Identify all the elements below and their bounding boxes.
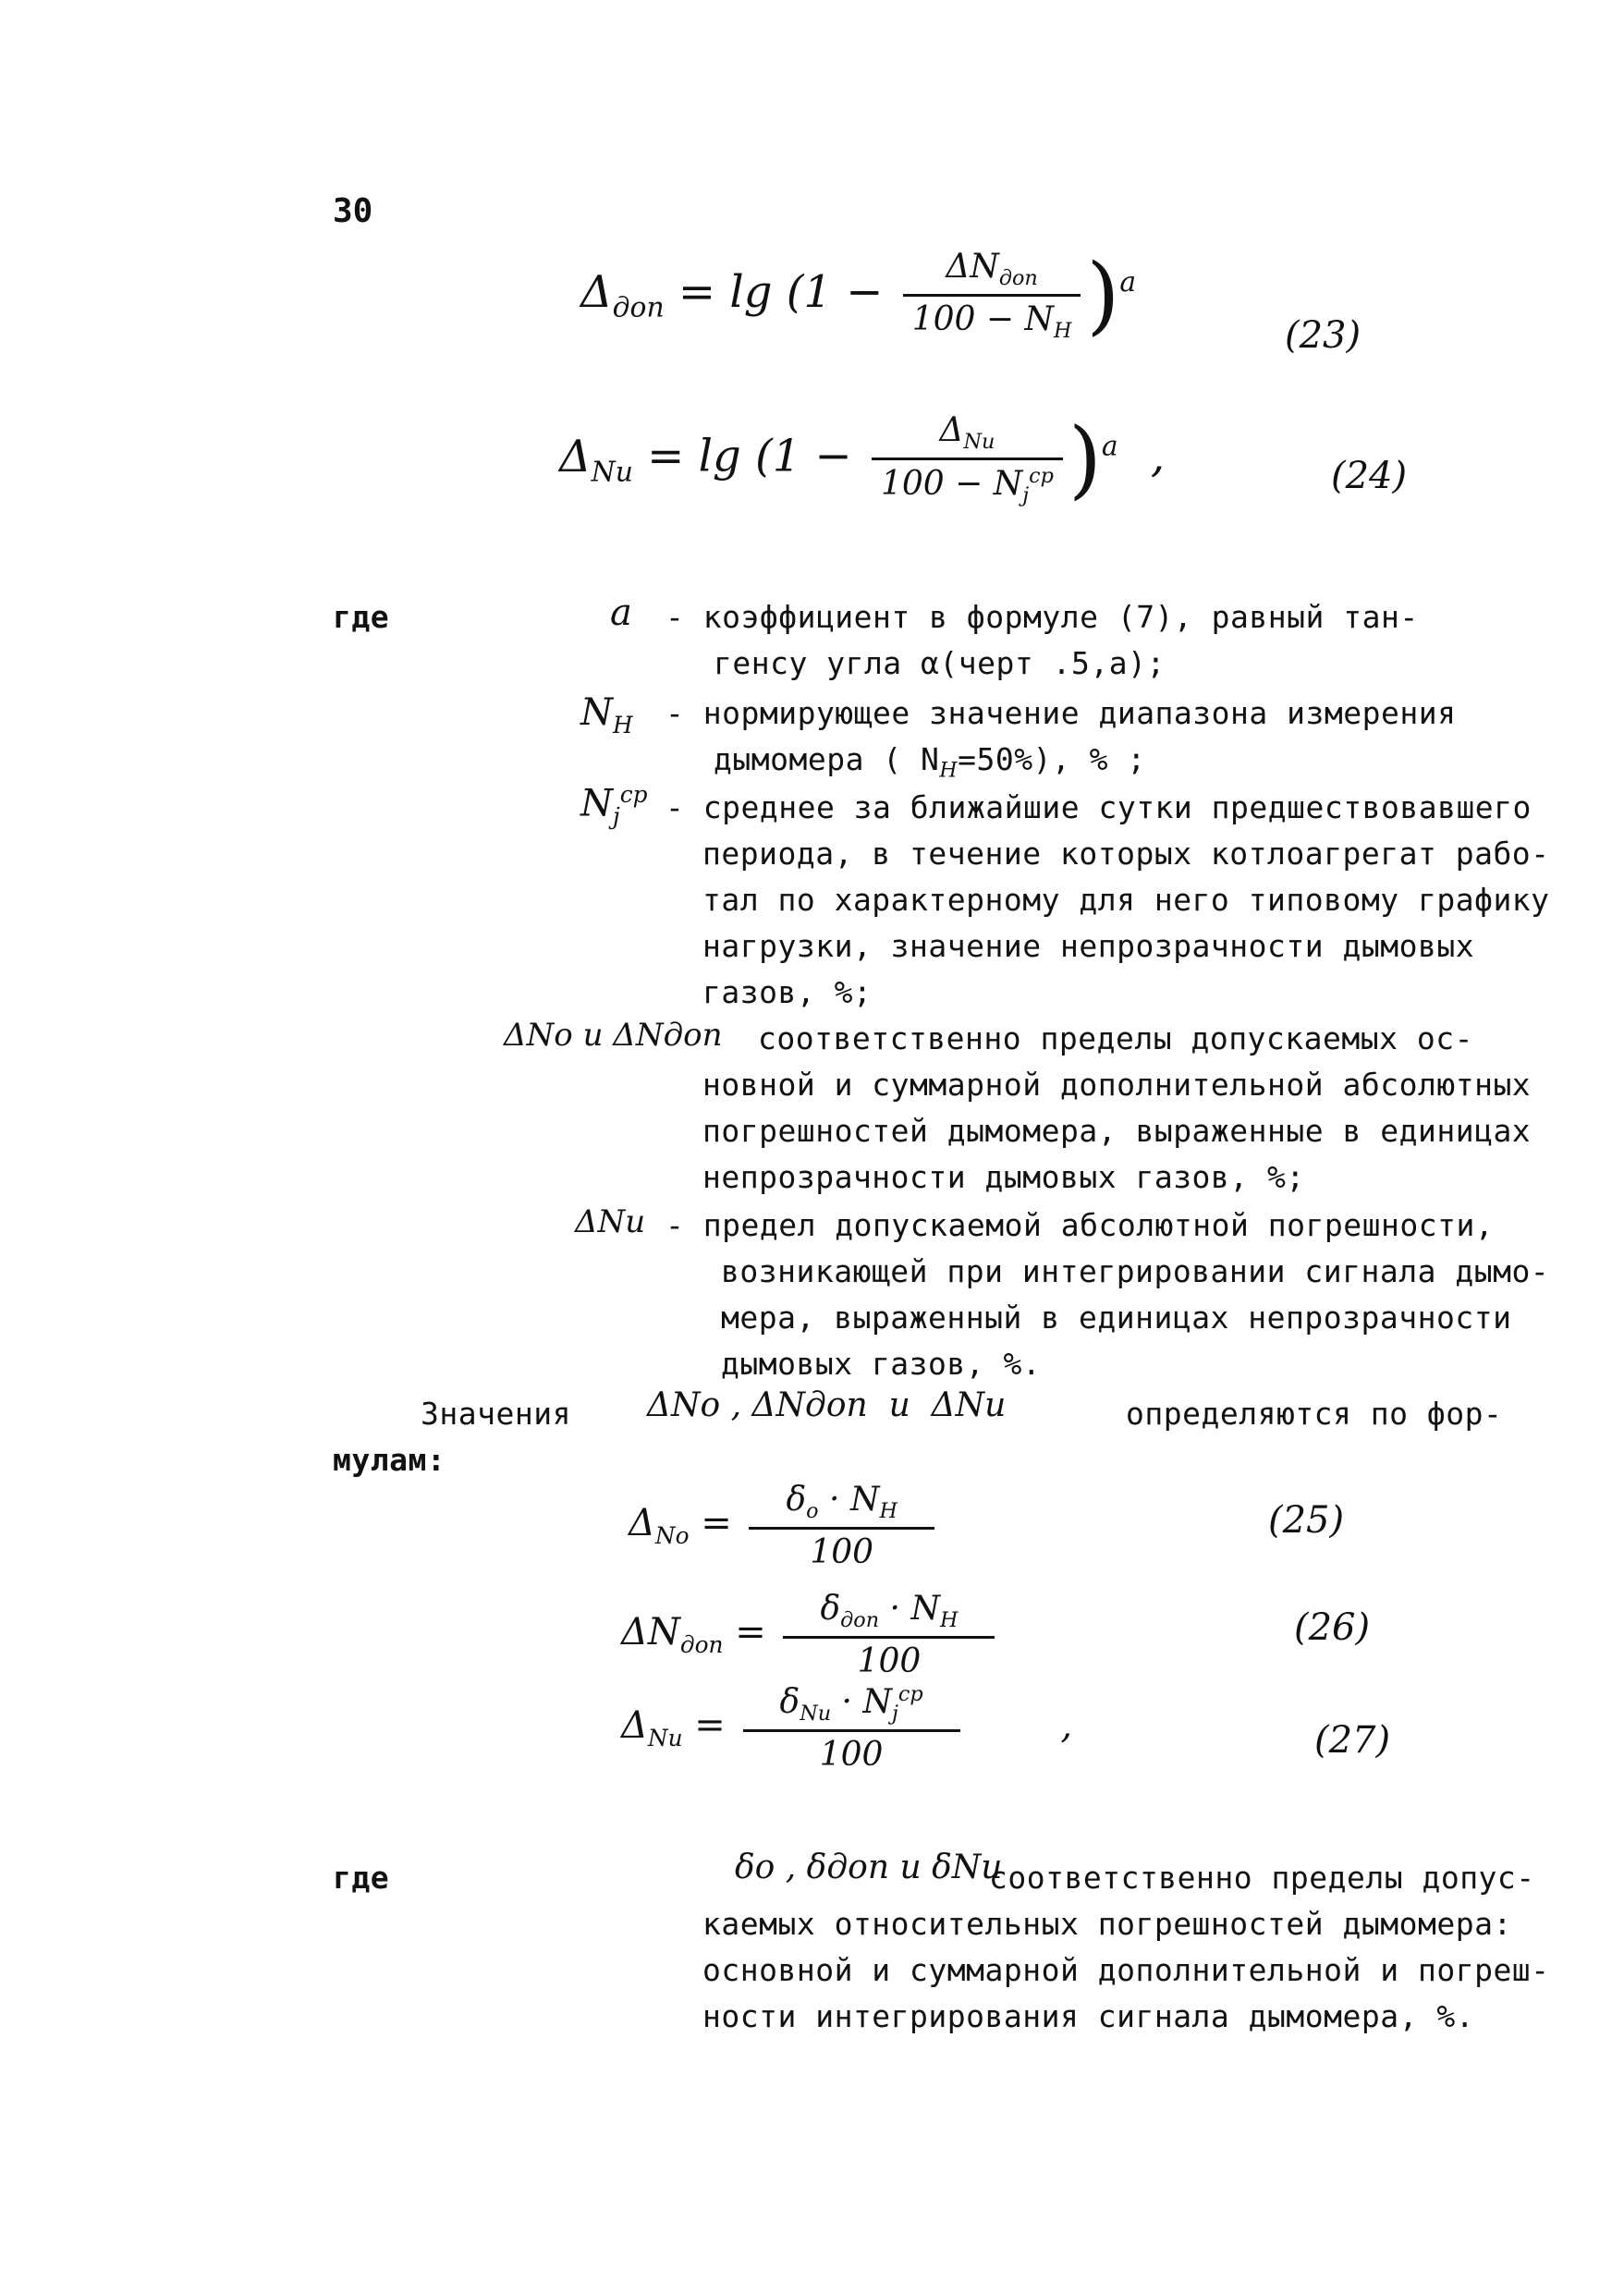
where2-symbols: δo , δдоп и δNи bbox=[735, 1849, 1003, 1886]
formula-23: $\Delta_{доп} = \lg (1$ − $\frac{\Delta N_{доп}}{100 - N_H}$ )$^a$ bbox=[580, 245, 1137, 345]
formula-24-eq: = lg bbox=[647, 430, 741, 482]
formula-27-number: (27) bbox=[1314, 1719, 1391, 1762]
where2-line-2: каемых относительных погрешностей дымомера: bbox=[702, 1906, 1512, 1942]
formula-23-lhs: $\Delta_{доп}$ bbox=[580, 266, 665, 324]
formula-27-numerator: $\delta_{Nи} \cdot N_j^{ср}$ bbox=[779, 1682, 923, 1727]
formula-26-lhs: $\Delta N_{доп}$ bbox=[621, 1611, 724, 1659]
where-symbol-nh: $N_H$ bbox=[580, 691, 633, 738]
page-number: 30 bbox=[333, 192, 373, 230]
formula-23-eq: = lg bbox=[678, 266, 773, 319]
formula-24-comma: , bbox=[1150, 430, 1166, 482]
where-dni-line-1: - предел допускаемой абсолютной погрешности, bbox=[665, 1207, 1495, 1243]
where-label-1: где bbox=[333, 599, 390, 635]
where-nh-line-2: дымомера ( $N_H=50\%$), % ; bbox=[714, 741, 1146, 783]
formula-26-denominator: 100 bbox=[783, 1636, 995, 1680]
formula-25-lhs: $\Delta_{No}$ bbox=[629, 1502, 690, 1550]
formula-24-exponent: a bbox=[1101, 430, 1118, 463]
values-end: определяются по фор- bbox=[1126, 1396, 1503, 1432]
where-nj-line-1: - среднее за ближайшие сутки предшествовавшего bbox=[665, 789, 1532, 825]
where-dno-line-4: непрозрачности дымовых газов, %; bbox=[702, 1159, 1305, 1195]
where-symbol-dni: ΔNи bbox=[575, 1203, 646, 1240]
formula-26-eq: = bbox=[735, 1611, 766, 1654]
formula-25 bbox=[629, 1481, 940, 1571]
formula-23-exponent: a bbox=[1119, 266, 1137, 299]
where2-line-4: ности интегрирования сигнала дымомера, %. bbox=[702, 1998, 1475, 2034]
formula-25-number: (25) bbox=[1268, 1499, 1345, 1542]
where-nj-line-5: газов, %; bbox=[702, 974, 873, 1010]
formula-24-number: (24) bbox=[1331, 455, 1408, 497]
formula-24-lhs: $\Delta_{Nи}$ bbox=[559, 430, 633, 489]
formula-26-fraction bbox=[783, 1590, 995, 1680]
where-nj-line-3: тал по характерному для него типовому графику bbox=[702, 882, 1550, 918]
where-dno-line-1: соответственно пределы допускаемых ос- bbox=[758, 1020, 1473, 1056]
formula-26 bbox=[621, 1590, 1000, 1680]
formula-23-number: (23) bbox=[1285, 314, 1361, 357]
values-start: Значения bbox=[421, 1396, 571, 1432]
formula-23-denominator: $100 - N_H$ bbox=[903, 294, 1081, 343]
formula-25-numerator: $\delta_o \cdot N_H$ bbox=[786, 1481, 897, 1524]
formula-26-numerator: $\delta_{доп} \cdot N_H$ bbox=[820, 1590, 959, 1633]
where-nh-line-1: - нормирующее значение диапазона измерения bbox=[665, 695, 1457, 731]
formula-25-fraction bbox=[749, 1481, 934, 1571]
formula-27-eq: = bbox=[694, 1703, 726, 1747]
where-dno-line-3: погрешностей дымомера, выраженные в единицах bbox=[702, 1113, 1532, 1149]
formula-26-number: (26) bbox=[1294, 1606, 1371, 1649]
where-dno-line-2: новной и суммарной дополнительной абсолютных bbox=[702, 1067, 1532, 1103]
where-a-line-1: - коэффициент в формуле (7), равный тан- bbox=[665, 599, 1419, 635]
formula-24: $\Delta_{Nи} = \lg (1$ − $\frac{\Delta_{Nи}}{100 - N_j^{ср}}$ )$^a$ , bbox=[559, 409, 1166, 509]
where-dni-line-3: мера, выраженный в единицах непрозрачности bbox=[721, 1300, 1512, 1336]
where-symbol-dno-dndop: ΔNo и ΔNдоп bbox=[504, 1017, 723, 1054]
where-symbol-nj-cp: $N_j^{ср}$ bbox=[580, 781, 648, 830]
where-label-2: где bbox=[333, 1860, 390, 1896]
formula-23-fraction bbox=[903, 248, 1081, 343]
values-symbols: ΔNo , ΔNдоп и ΔNи bbox=[647, 1386, 1007, 1424]
where-dni-line-2: возникающей при интегрировании сигнала дымо- bbox=[721, 1253, 1550, 1289]
values-cont: мулам: bbox=[333, 1442, 446, 1478]
formula-27-denominator: 100 bbox=[743, 1729, 960, 1774]
where-dni-line-4: дымовых газов, %. bbox=[721, 1346, 1042, 1382]
formula-25-denominator: 100 bbox=[749, 1527, 934, 1571]
where-symbol-a: a bbox=[610, 592, 632, 634]
formula-24-numerator: $\Delta_{Nи}$ bbox=[939, 411, 995, 455]
formula-24-denominator: $100 - N_j^{ср}$ bbox=[872, 458, 1063, 507]
formula-24-fraction bbox=[872, 411, 1063, 507]
formula-27-fraction bbox=[743, 1682, 960, 1774]
formula-27-lhs: $\Delta_{Nи}$ bbox=[621, 1703, 683, 1751]
where-nj-line-4: нагрузки, значение непрозрачности дымовых bbox=[702, 928, 1475, 964]
formula-23-open: (1 − bbox=[786, 266, 884, 319]
formula-27 bbox=[621, 1682, 1072, 1774]
formula-27-comma: , bbox=[1060, 1703, 1073, 1747]
where2-line-3: основной и суммарной дополнительной и погреш- bbox=[702, 1952, 1550, 1988]
where-nj-line-2: периода, в течение которых котлоагрегат рабо- bbox=[702, 836, 1550, 872]
where2-line-1: соответственно пределы допус- bbox=[989, 1860, 1535, 1896]
where-a-line-2: генсу угла α(черт .5,а); bbox=[714, 645, 1166, 681]
formula-25-eq: = bbox=[701, 1502, 732, 1545]
formula-24-open: (1 − bbox=[754, 430, 852, 482]
formula-23-numerator: $\Delta N_{доп}$ bbox=[946, 248, 1038, 291]
